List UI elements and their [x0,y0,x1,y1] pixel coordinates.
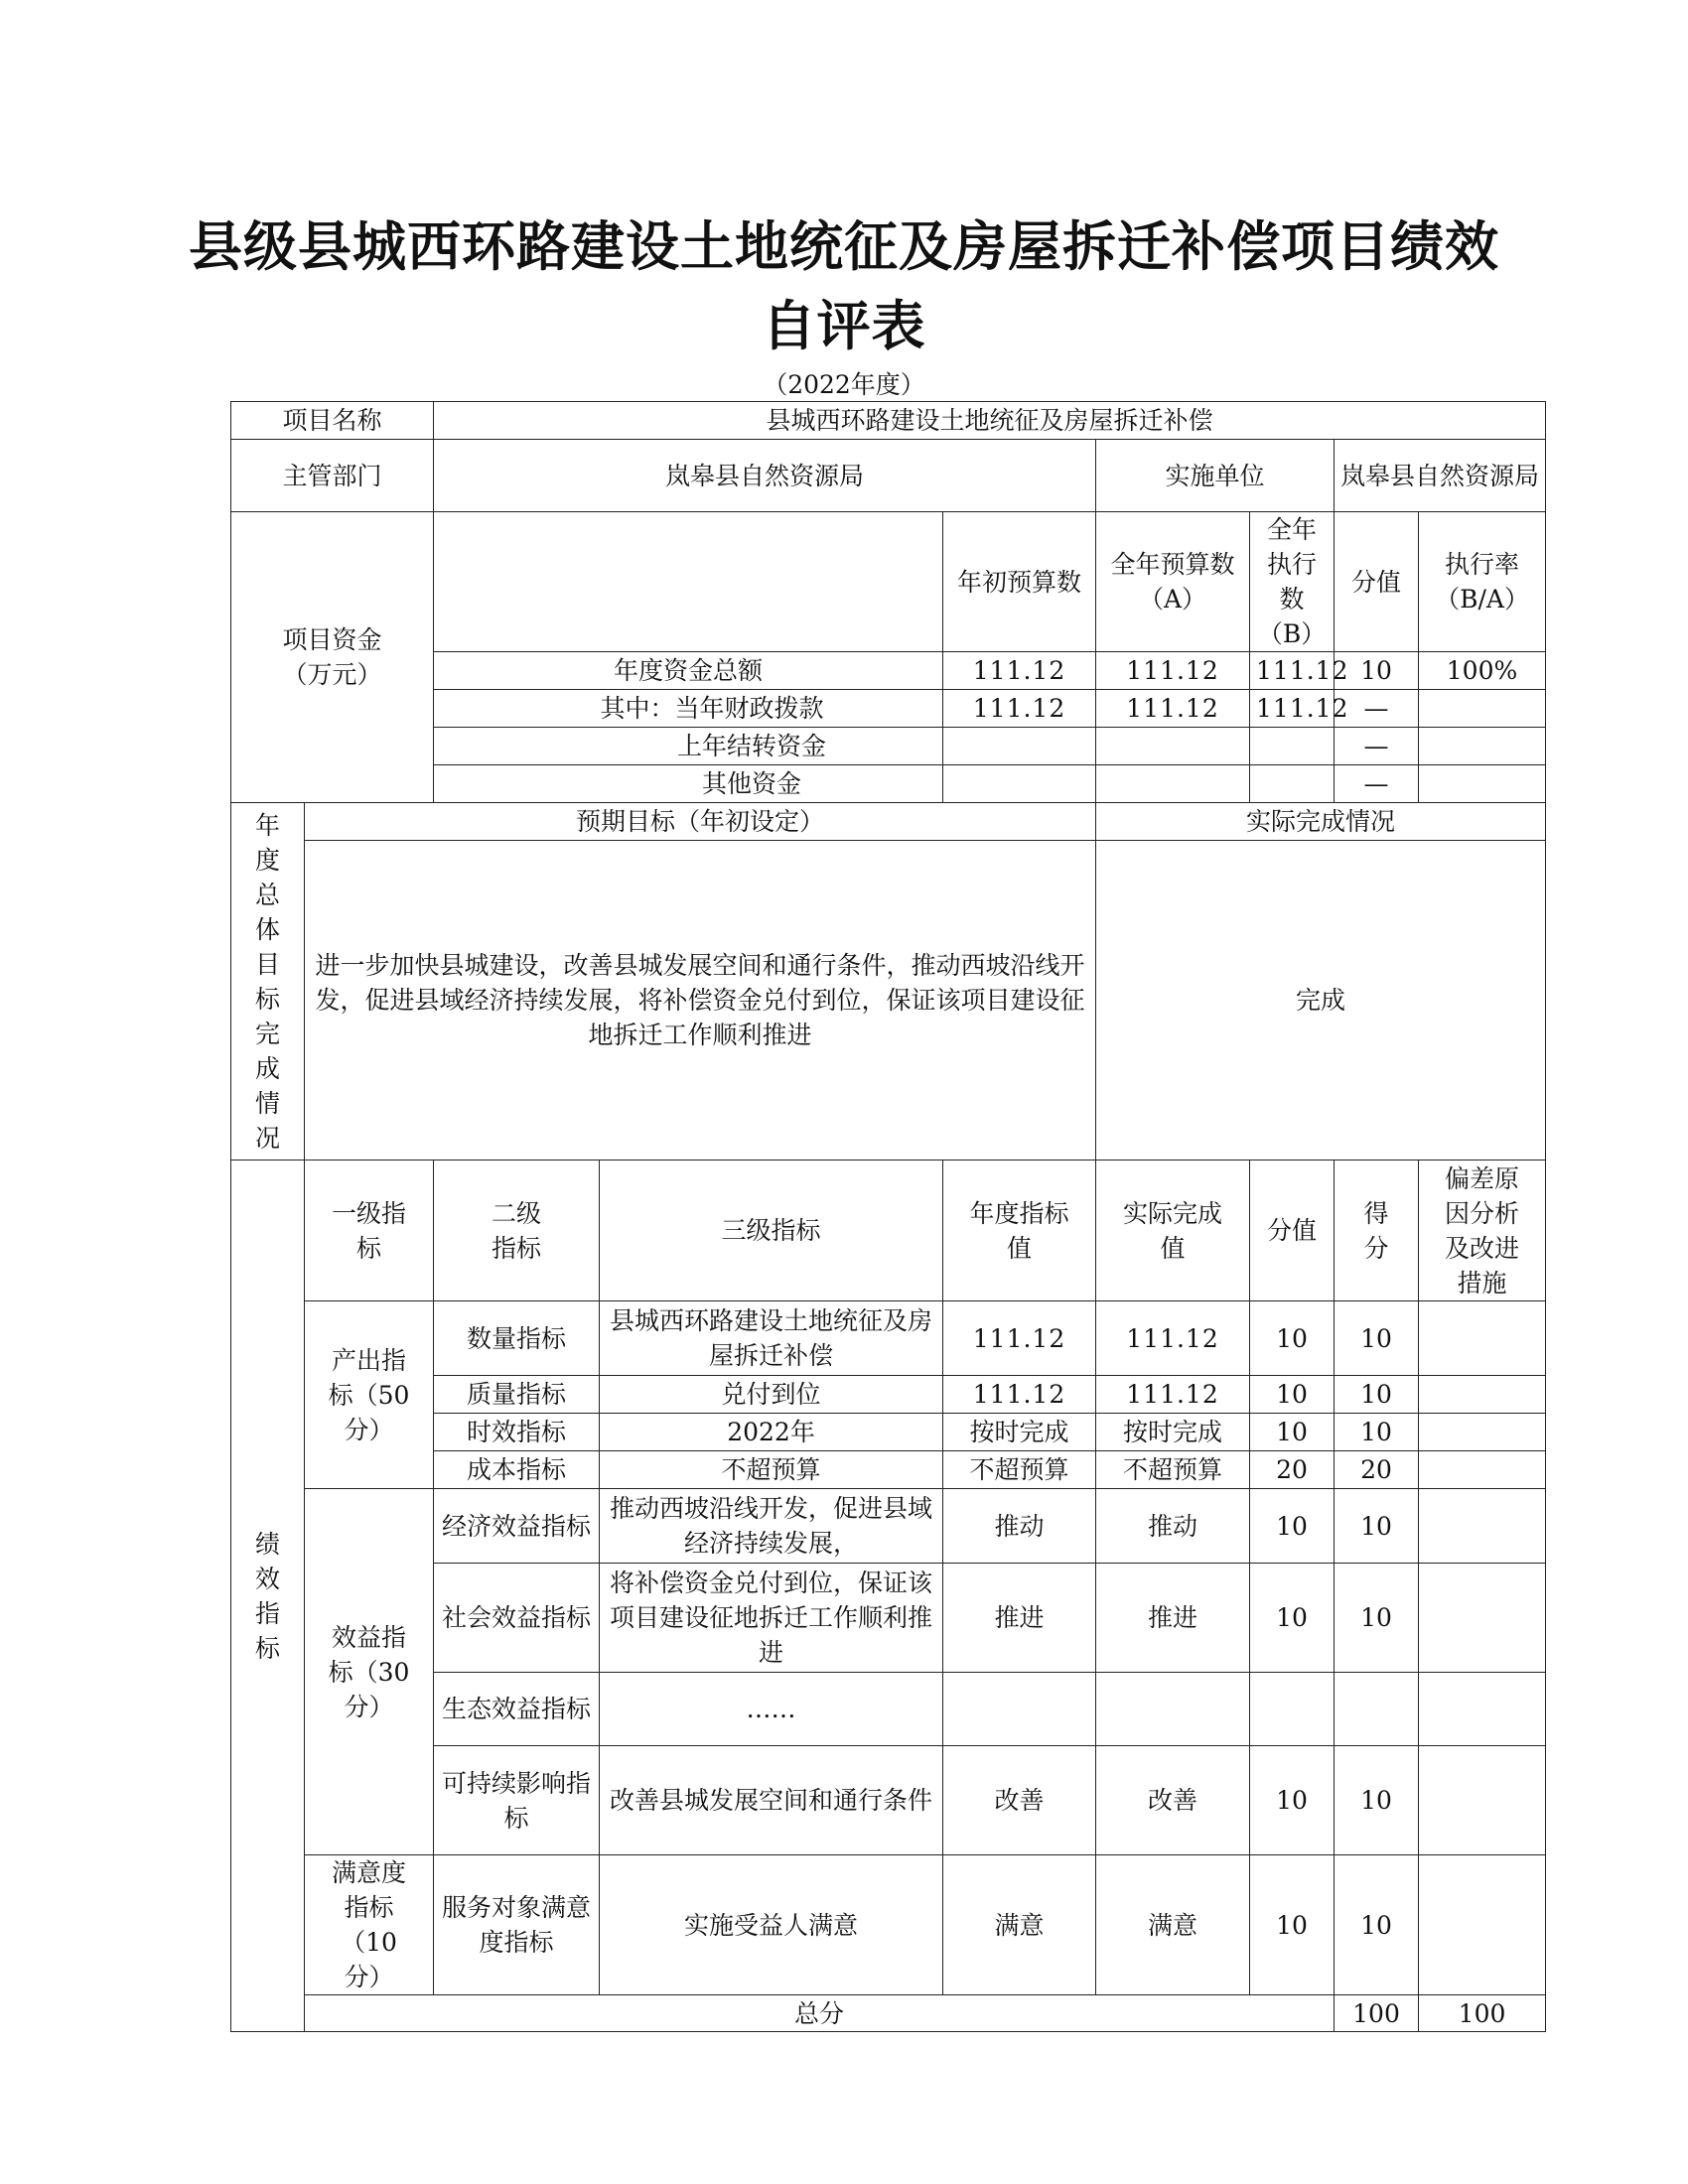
indicator-level2: 经济效益指标 [434,1489,600,1564]
indicator-actual: 按时完成 [1096,1414,1250,1451]
funds-row-initial: 111.12 [943,690,1096,728]
funds-row-exec [1250,728,1335,765]
indicator-actual: 111.12 [1096,1376,1250,1414]
indicators-label [231,1160,305,2032]
indicator-score [1335,1673,1419,1746]
indicator-level3: 实施受益人满意 [600,1855,943,1995]
total-score-value: 100 [1335,1995,1419,2032]
indicator-reason [1419,1451,1546,1489]
indicator-score-value: 10 [1250,1855,1335,1995]
indicator-level3: 2022年 [600,1414,943,1451]
funds-row-score-value: — [1335,690,1419,728]
goal-actual-text: 完成 [1096,841,1546,1160]
indicator-actual: 改善 [1096,1746,1250,1855]
indicator-score: 20 [1335,1451,1419,1489]
satisfaction-group-text: 满意度指标（10分） [331,1858,406,1991]
page-title: 县级县城西环路建设土地统征及房屋拆迁补偿项目绩效 [189,215,1499,278]
indicator-score-value: 10 [1250,1376,1335,1414]
funds-header-initial: 年初预算数 [943,512,1096,652]
funds-row-rate: 100% [1419,652,1546,690]
funds-header-budget: 全年预算数（A） [1096,512,1250,652]
header-level2 [434,1160,600,1301]
indicator-actual: 满意 [1096,1855,1250,1995]
indicator-score-value: 10 [1250,1489,1335,1564]
total-row [231,1995,1546,2032]
goal-expected-text: 进一步加快县城建设，改善县城发展空间和通行条件，推动西坡沿线开发，促进县域经济持续发展，将补偿资金兑付到位，保证该项目建设征地拆迁工作顺利推进 [305,841,1096,1160]
funds-row-exec [1250,765,1335,803]
indicator-target: 推进 [943,1564,1096,1673]
funds-row-rate [1419,765,1546,803]
indicator-reason [1419,1376,1546,1414]
impl-value: 岚皋县自然资源局 [1335,440,1546,512]
funds-row-name: 其他资金 [434,765,943,803]
indicator-level3: 改善县城发展空间和通行条件 [600,1746,943,1855]
indicator-score-value: 10 [1250,1414,1335,1451]
header-actual-text: 实际完成值 [1123,1198,1223,1263]
indicator-score-value: 10 [1250,1301,1335,1376]
indicator-score: 10 [1335,1414,1419,1451]
indicator-score: 10 [1335,1855,1419,1995]
indicator-score: 10 [1335,1301,1419,1376]
indicator-reason [1419,1564,1546,1673]
funds-label-text: 项目资金（万元） [282,625,382,689]
indicator-actual: 推动 [1096,1489,1250,1564]
indicator-actual [1096,1673,1250,1746]
funds-row-score-value: — [1335,728,1419,765]
funds-header-rate: 执行率（B/A） [1419,512,1546,652]
funds-row-initial [943,728,1096,765]
indicator-actual: 不超预算 [1096,1451,1250,1489]
funds-header-row [231,512,1546,652]
indicator-score-value: 10 [1250,1564,1335,1673]
indicator-actual: 推进 [1096,1564,1250,1673]
indicator-level3: 将补偿资金兑付到位，保证该项目建设征地拆迁工作顺利推进 [600,1564,943,1673]
goal-content-row [231,841,1546,1160]
indicator-level3: 不超预算 [600,1451,943,1489]
funds-row-budget: 111.12 [1096,652,1250,690]
header-level3: 三级指标 [600,1160,943,1301]
page-title-line2: 自评表 [762,295,926,357]
funds-row-budget [1096,765,1250,803]
goal-expected-label: 预期目标（年初设定） [305,803,1096,841]
indicators-label-text: 绩效指标 [254,1529,280,1663]
funds-row-score-value: — [1335,765,1419,803]
indicator-target: 按时完成 [943,1414,1096,1451]
indicator-score-value: 10 [1250,1746,1335,1855]
indicator-reason [1419,1673,1546,1746]
funds-row-initial: 111.12 [943,652,1096,690]
header-level1 [305,1160,434,1301]
indicator-level2: 质量指标 [434,1376,600,1414]
department-row [231,440,1546,512]
funds-row-rate [1419,690,1546,728]
indicator-actual: 111.12 [1096,1301,1250,1376]
indicator-row [231,1489,1546,1564]
dept-label: 主管部门 [231,440,434,512]
indicator-level2: 数量指标 [434,1301,600,1376]
indicator-target: 满意 [943,1855,1096,1995]
dept-value: 岚皋县自然资源局 [434,440,1096,512]
indicator-reason [1419,1746,1546,1855]
indicator-level2: 社会效益指标 [434,1564,600,1673]
header-score-value: 分值 [1250,1160,1335,1301]
report-year: （2022年度） [763,370,925,399]
header-target-text: 年度指标值 [969,1198,1069,1263]
header-level2-text: 二级指标 [492,1198,542,1263]
indicator-level3: 兑付到位 [600,1376,943,1414]
indicator-level2: 可持续影响指标 [434,1746,600,1855]
funds-header-score-value: 分值 [1335,512,1419,652]
funds-row-initial [943,765,1096,803]
indicator-level3: …… [600,1673,943,1746]
indicator-target: 推动 [943,1489,1096,1564]
indicators-header-row [231,1160,1546,1301]
benefit-group-label [305,1489,434,1855]
header-level1-text: 一级指标 [331,1198,406,1263]
project-name-row [231,402,1546,440]
funds-row-exec: 111.12 [1250,652,1335,690]
funds-row-name: 年度资金总额 [434,652,943,690]
indicator-target: 111.12 [943,1376,1096,1414]
project-name-label: 项目名称 [231,402,434,440]
total-score: 100 [1419,1995,1546,2032]
indicator-level2: 时效指标 [434,1414,600,1451]
funds-header-blank [434,512,943,652]
funds-row-rate [1419,728,1546,765]
indicator-score-value: 20 [1250,1451,1335,1489]
total-label: 总分 [305,1995,1335,2032]
goal-label-text: 年度总体目标完成情况 [254,810,280,1153]
indicator-reason [1419,1855,1546,1995]
evaluation-table [230,401,1546,2032]
funds-row-name: 其中：当年财政拨款 [434,690,943,728]
project-name-value: 县城西环路建设土地统征及房屋拆迁补偿 [434,402,1546,440]
output-group-label [305,1301,434,1489]
impl-label: 实施单位 [1096,440,1335,512]
indicator-target [943,1673,1096,1746]
goal-label [231,803,305,1160]
goal-header-row [231,803,1546,841]
indicator-level2: 生态效益指标 [434,1673,600,1746]
indicator-row [231,1301,1546,1376]
indicator-level2: 成本指标 [434,1451,600,1489]
funds-label [231,512,434,803]
indicator-score-value [1250,1673,1335,1746]
funds-row-budget: 111.12 [1096,690,1250,728]
funds-header-exec: 全年执行数（B） [1250,512,1335,652]
funds-row-name: 上年结转资金 [434,728,943,765]
indicator-level3: 推动西坡沿线开发，促进县域经济持续发展， [600,1489,943,1564]
indicator-reason [1419,1301,1546,1376]
indicator-target: 改善 [943,1746,1096,1855]
goal-actual-label: 实际完成情况 [1096,803,1546,841]
indicator-level2: 服务对象满意度指标 [434,1855,600,1995]
header-reason [1419,1160,1546,1301]
header-target [943,1160,1096,1301]
header-score-text: 得分 [1363,1198,1389,1263]
header-actual [1096,1160,1250,1301]
indicator-reason [1419,1414,1546,1451]
header-reason-text: 偏差原因分析及改进措施 [1445,1163,1520,1297]
funds-row-score-value: 10 [1335,652,1419,690]
header-score [1335,1160,1419,1301]
indicator-score: 10 [1335,1489,1419,1564]
indicator-score: 10 [1335,1564,1419,1673]
indicator-target: 111.12 [943,1301,1096,1376]
satisfaction-group-label [305,1855,434,1995]
indicator-row [231,1855,1546,1995]
indicator-reason [1419,1489,1546,1564]
benefit-group-text: 效益指标（30分） [328,1622,410,1721]
funds-row-budget [1096,728,1250,765]
funds-row-exec: 111.12 [1250,690,1335,728]
indicator-target: 不超预算 [943,1451,1096,1489]
indicator-score: 10 [1335,1746,1419,1855]
output-group-text: 产出指标（50分） [328,1345,410,1444]
indicator-level3: 县城西环路建设土地统征及房屋拆迁补偿 [600,1301,943,1376]
indicator-score: 10 [1335,1376,1419,1414]
